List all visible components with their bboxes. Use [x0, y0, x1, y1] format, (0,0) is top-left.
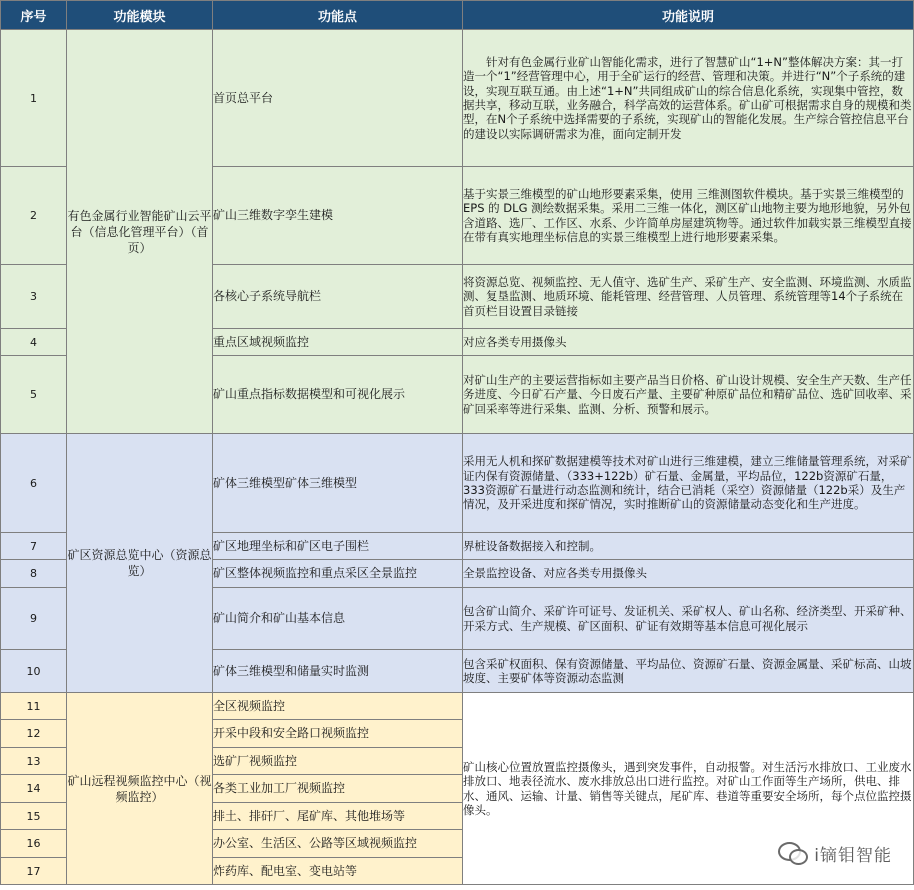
- module-cell: 矿山远程视频监控中心（视频监控）: [67, 693, 213, 885]
- function-point: 各类工业加工厂视频监控: [213, 775, 463, 803]
- watermark-text: i镝钼智能: [814, 845, 892, 866]
- function-point: 选矿厂视频监控: [213, 748, 463, 775]
- row-num: 14: [1, 775, 67, 803]
- function-point: 矿体三维模型矿体三维模型: [213, 434, 463, 533]
- row-num: 12: [1, 720, 67, 748]
- row-num: 15: [1, 803, 67, 830]
- row-num: 9: [1, 588, 67, 650]
- row-num: 8: [1, 560, 67, 588]
- function-desc: 针对有色金属行业矿山智能化需求，进行了智慧矿山“1+N”整体解决方案：其一打造一个“1”经营管理中心，用于全矿运行的经营、管理和决策。并进行“N”个子系统的建设，实现互联互通。由上述“1+N”共同组成矿山的综合信息化系统，实现集中管控，数据共享，移动互联，业务融合，科学高效的运营体系。矿山矿可根据需求自身的规模和类型，在N个子系统中选择需要的子系统，实现矿山的智能化发展。生产综合管控信息平台的建设以实际调研需求为准，面向定制开发: [463, 30, 914, 167]
- row-num: 16: [1, 830, 67, 858]
- function-desc: 界桩设备数据接入和控制。: [463, 533, 914, 560]
- function-point: 全区视频监控: [213, 693, 463, 720]
- watermark: [778, 840, 892, 866]
- row-num: 6: [1, 434, 67, 533]
- row-num: 1: [1, 30, 67, 167]
- function-point: 各核心子系统导航栏: [213, 265, 463, 329]
- function-desc: 全景监控设备、对应各类专用摄像头: [463, 560, 914, 588]
- function-point: 矿山简介和矿山基本信息: [213, 588, 463, 650]
- module-cell: 有色金属行业智能矿山云平台（信息化管理平台）（首页）: [67, 30, 213, 434]
- function-point: 首页总平台: [213, 30, 463, 167]
- row-num: 2: [1, 167, 67, 265]
- function-point: 排土、排矸厂、尾矿库、其他堆场等: [213, 803, 463, 830]
- row-num: 4: [1, 329, 67, 356]
- row-num: 7: [1, 533, 67, 560]
- function-point: 重点区域视频监控: [213, 329, 463, 356]
- header-desc: 功能说明: [463, 1, 914, 30]
- table-row: [1, 693, 914, 720]
- row-num: 13: [1, 748, 67, 775]
- function-point: 开采中段和安全路口视频监控: [213, 720, 463, 748]
- function-desc: 采用无人机和探矿数据建模等技术对矿山进行三维建模，建立三维储量管理系统，对采矿证内保有资源储量、（333+122b）矿石量、金属量，平均品位，122b资源矿石量，333资源矿石量进行动态监测和统计，结合已消耗（采空）资源储量（122b采）及生产情况，及开采进度和探矿情况，实时推断矿山的资源储量动态变化和生产进度。: [463, 434, 914, 533]
- function-desc: 将资源总览、视频监控、无人值守、选矿生产、采矿生产、安全监测、环境监测、水质监测、复垦监测、地质环境、能耗管理、经营管理、人员管理、系统管理等14个子系统在首页栏目设置目录链接: [463, 265, 914, 329]
- function-desc-merged: 矿山核心位置放置监控摄像头，遇到突发事件，自动报警。对生活污水排放口、工业废水排放口、地表径流水、废水排放总出口进行监控。对矿山工作面等生产场所，供电、排水、通风、运输、计量、销售等关键点，尾矿库、巷道等重要安全场所，每个点位监控摄像头。: [463, 693, 914, 885]
- row-num: 10: [1, 650, 67, 693]
- wechat-icon: [778, 840, 808, 866]
- module-cell: 矿区资源总览中心（资源总览）: [67, 434, 213, 693]
- table-row: [1, 434, 914, 533]
- function-point: 矿山重点指标数据模型和可视化展示: [213, 356, 463, 434]
- header-module: 功能模块: [67, 1, 213, 30]
- function-desc: 对应各类专用摄像头: [463, 329, 914, 356]
- table-row: [1, 30, 914, 167]
- header-num: 序号: [1, 1, 67, 30]
- row-num: 17: [1, 858, 67, 885]
- function-point: 矿体三维模型和储量实时监测: [213, 650, 463, 693]
- function-desc: 基于实景三维模型的矿山地形要素采集，使用 三维测图软件模块。基于实景三维模型的 EPS 的 DLG 测绘数据采集。采用二三维一体化，测区矿山地物主要为地形地貌，另外包含道路、选厂、工作区、水系、少许简单房屋建筑物等。通过软件加载实景三维模型直接在带有真实地理坐标信息的实景三维模型上进行地形要素采集。: [463, 167, 914, 265]
- row-num: 5: [1, 356, 67, 434]
- function-point: 矿区地理坐标和矿区电子围栏: [213, 533, 463, 560]
- function-point: 矿山三维数字孪生建模: [213, 167, 463, 265]
- function-point: 炸药库、配电室、变电站等: [213, 858, 463, 885]
- function-desc: 包含采矿权面积、保有资源储量、平均品位、资源矿石量、资源金属量、采矿标高、山坡坡度、主要矿体等资源动态监测: [463, 650, 914, 693]
- row-num: 3: [1, 265, 67, 329]
- function-point: 矿区整体视频监控和重点采区全景监控: [213, 560, 463, 588]
- table-header-row: [1, 1, 914, 30]
- row-num: 11: [1, 693, 67, 720]
- function-point: 办公室、生活区、公路等区域视频监控: [213, 830, 463, 858]
- function-desc: 包含矿山简介、采矿许可证号、发证机关、采矿权人、矿山名称、经济类型、开采矿种、开采方式、生产规模、矿区面积、矿证有效期等基本信息可视化展示: [463, 588, 914, 650]
- function-desc: 对矿山生产的主要运营指标如主要产品当日价格、矿山设计规模、安全生产天数、生产任务进度、今日矿石产量、今日废石产量、主要矿种原矿品位和精矿品位、选矿回收率、采矿回采率等进行采集、监测、分析、预警和展示。: [463, 356, 914, 434]
- header-point: 功能点: [213, 1, 463, 30]
